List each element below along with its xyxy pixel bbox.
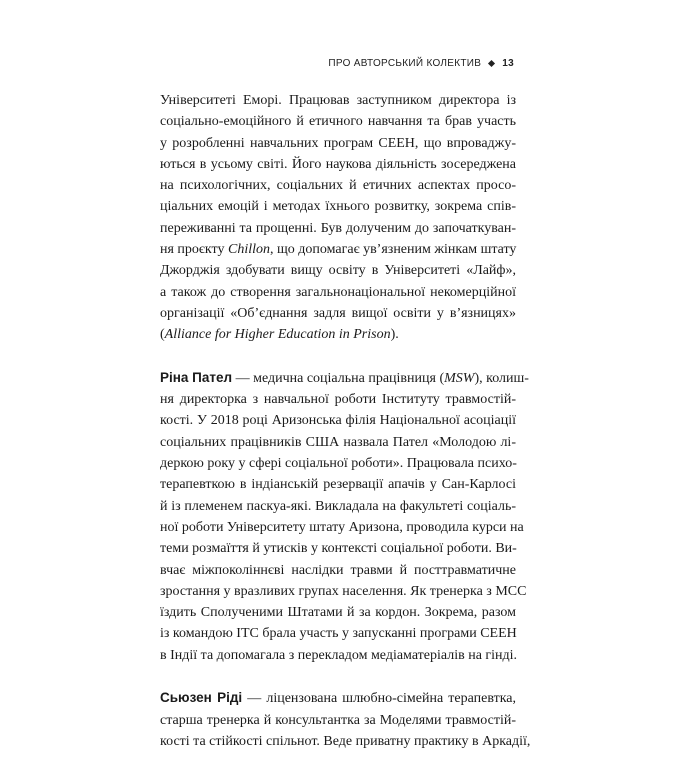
paragraph: [160, 687, 531, 752]
italic-term: Chillon: [227, 242, 270, 258]
text-line: ціальних емоцій і методах їхнього розвитку, зокрема спів-: [160, 199, 516, 215]
person-name: Ріна Пател: [160, 369, 233, 385]
text-line: вчає міжпоколіннєві наслідки травми й посттравматичне: [160, 562, 516, 578]
text-line: й із племенем паскуа-які. Викладала на факультеті соціаль-: [160, 498, 516, 514]
text-line: кості. У 2018 році Аризонська філія Національної асоціації: [160, 413, 516, 429]
text-line: переживанні та прощенні. Був долученим до започаткуван-: [160, 220, 516, 236]
paragraph: [160, 367, 529, 666]
text-line: організації «Об’єднання задля вищої освіти у в’язницях»: [160, 305, 516, 321]
text-line: (Alliance for Higher Education in Prison).: [160, 327, 399, 343]
running-head: [328, 58, 514, 69]
text-line: Сьюзен Ріді — ліцензована шлюбно-сімейна терапевтка,: [160, 690, 516, 707]
text-line: соціальних працівників США назвала Пател «Молодою лі-: [160, 434, 516, 450]
text-line: ються в усьому світі. Його наукова діяльність зосереджена: [160, 156, 516, 172]
text-line: ної роботи Університету штату Аризона, проводила курси на: [160, 519, 524, 535]
body-text: [160, 90, 531, 774]
text-line: терапевткою в індіанській резервації апачів у Сан-Карлосі: [160, 477, 516, 493]
text-line: а також до створення загальнонаціональної некомерційної: [160, 284, 516, 300]
page-number: 13: [502, 58, 514, 69]
text-line: старша тренерка й консультантка за Моделями травмостій-: [160, 712, 516, 728]
text-line: у розробленні навчальних програм СЕЕН, що впроваджу-: [160, 135, 516, 151]
text-line: Університеті Еморі. Працював заступником директора із: [160, 93, 516, 108]
text-line: їздить Сполученими Штатами й за кордон. Зокрема, разом: [160, 605, 516, 621]
text-line: соціально-емоційного й етичного навчання та брав участь: [160, 114, 516, 130]
text-line: теми розмаїття й утисків у контексті соціальної роботи. Ви-: [160, 541, 517, 557]
text-line: в Індії та допомагала з перекладом медіаматеріалів на гінді.: [160, 647, 518, 663]
paragraph: [160, 90, 516, 346]
text-line: деркою року у сфері соціальної роботи». Працювала психо-: [160, 456, 517, 472]
text-line: ня директорка з навчальної роботи Інституту травмостій-: [160, 392, 516, 408]
text-line: на психологічних, соціальних й етичних аспектах просо-: [160, 178, 516, 194]
italic-term: MSW: [444, 370, 475, 386]
text-line: із командою ІТС брала участь у запусканні програми СЕЕН: [160, 626, 517, 642]
text-line: Джорджія здобувати вищу освіту в Університеті «Лайф»,: [160, 263, 516, 279]
running-head-title: ПРО АВТОРСЬКИЙ КОЛЕКТИВ: [328, 58, 482, 69]
person-name: Сьюзен Ріді: [160, 690, 243, 706]
italic-term: Alliance for Higher Education in Prison: [164, 327, 391, 343]
text-line: зростання у вразливих групах населення. Як тренерка з МСС: [160, 583, 527, 599]
text-line: Ріна Пател — медична соціальна працівниця (MSW), колиш-: [160, 369, 529, 386]
text-line: ня проєкту Chillon, що допомагає ув’язненим жінкам штату: [160, 242, 517, 258]
diamond-icon: [488, 60, 495, 67]
text-line: кості та стійкості спільнот. Веде приватну практику в Аркадії,: [160, 733, 531, 749]
